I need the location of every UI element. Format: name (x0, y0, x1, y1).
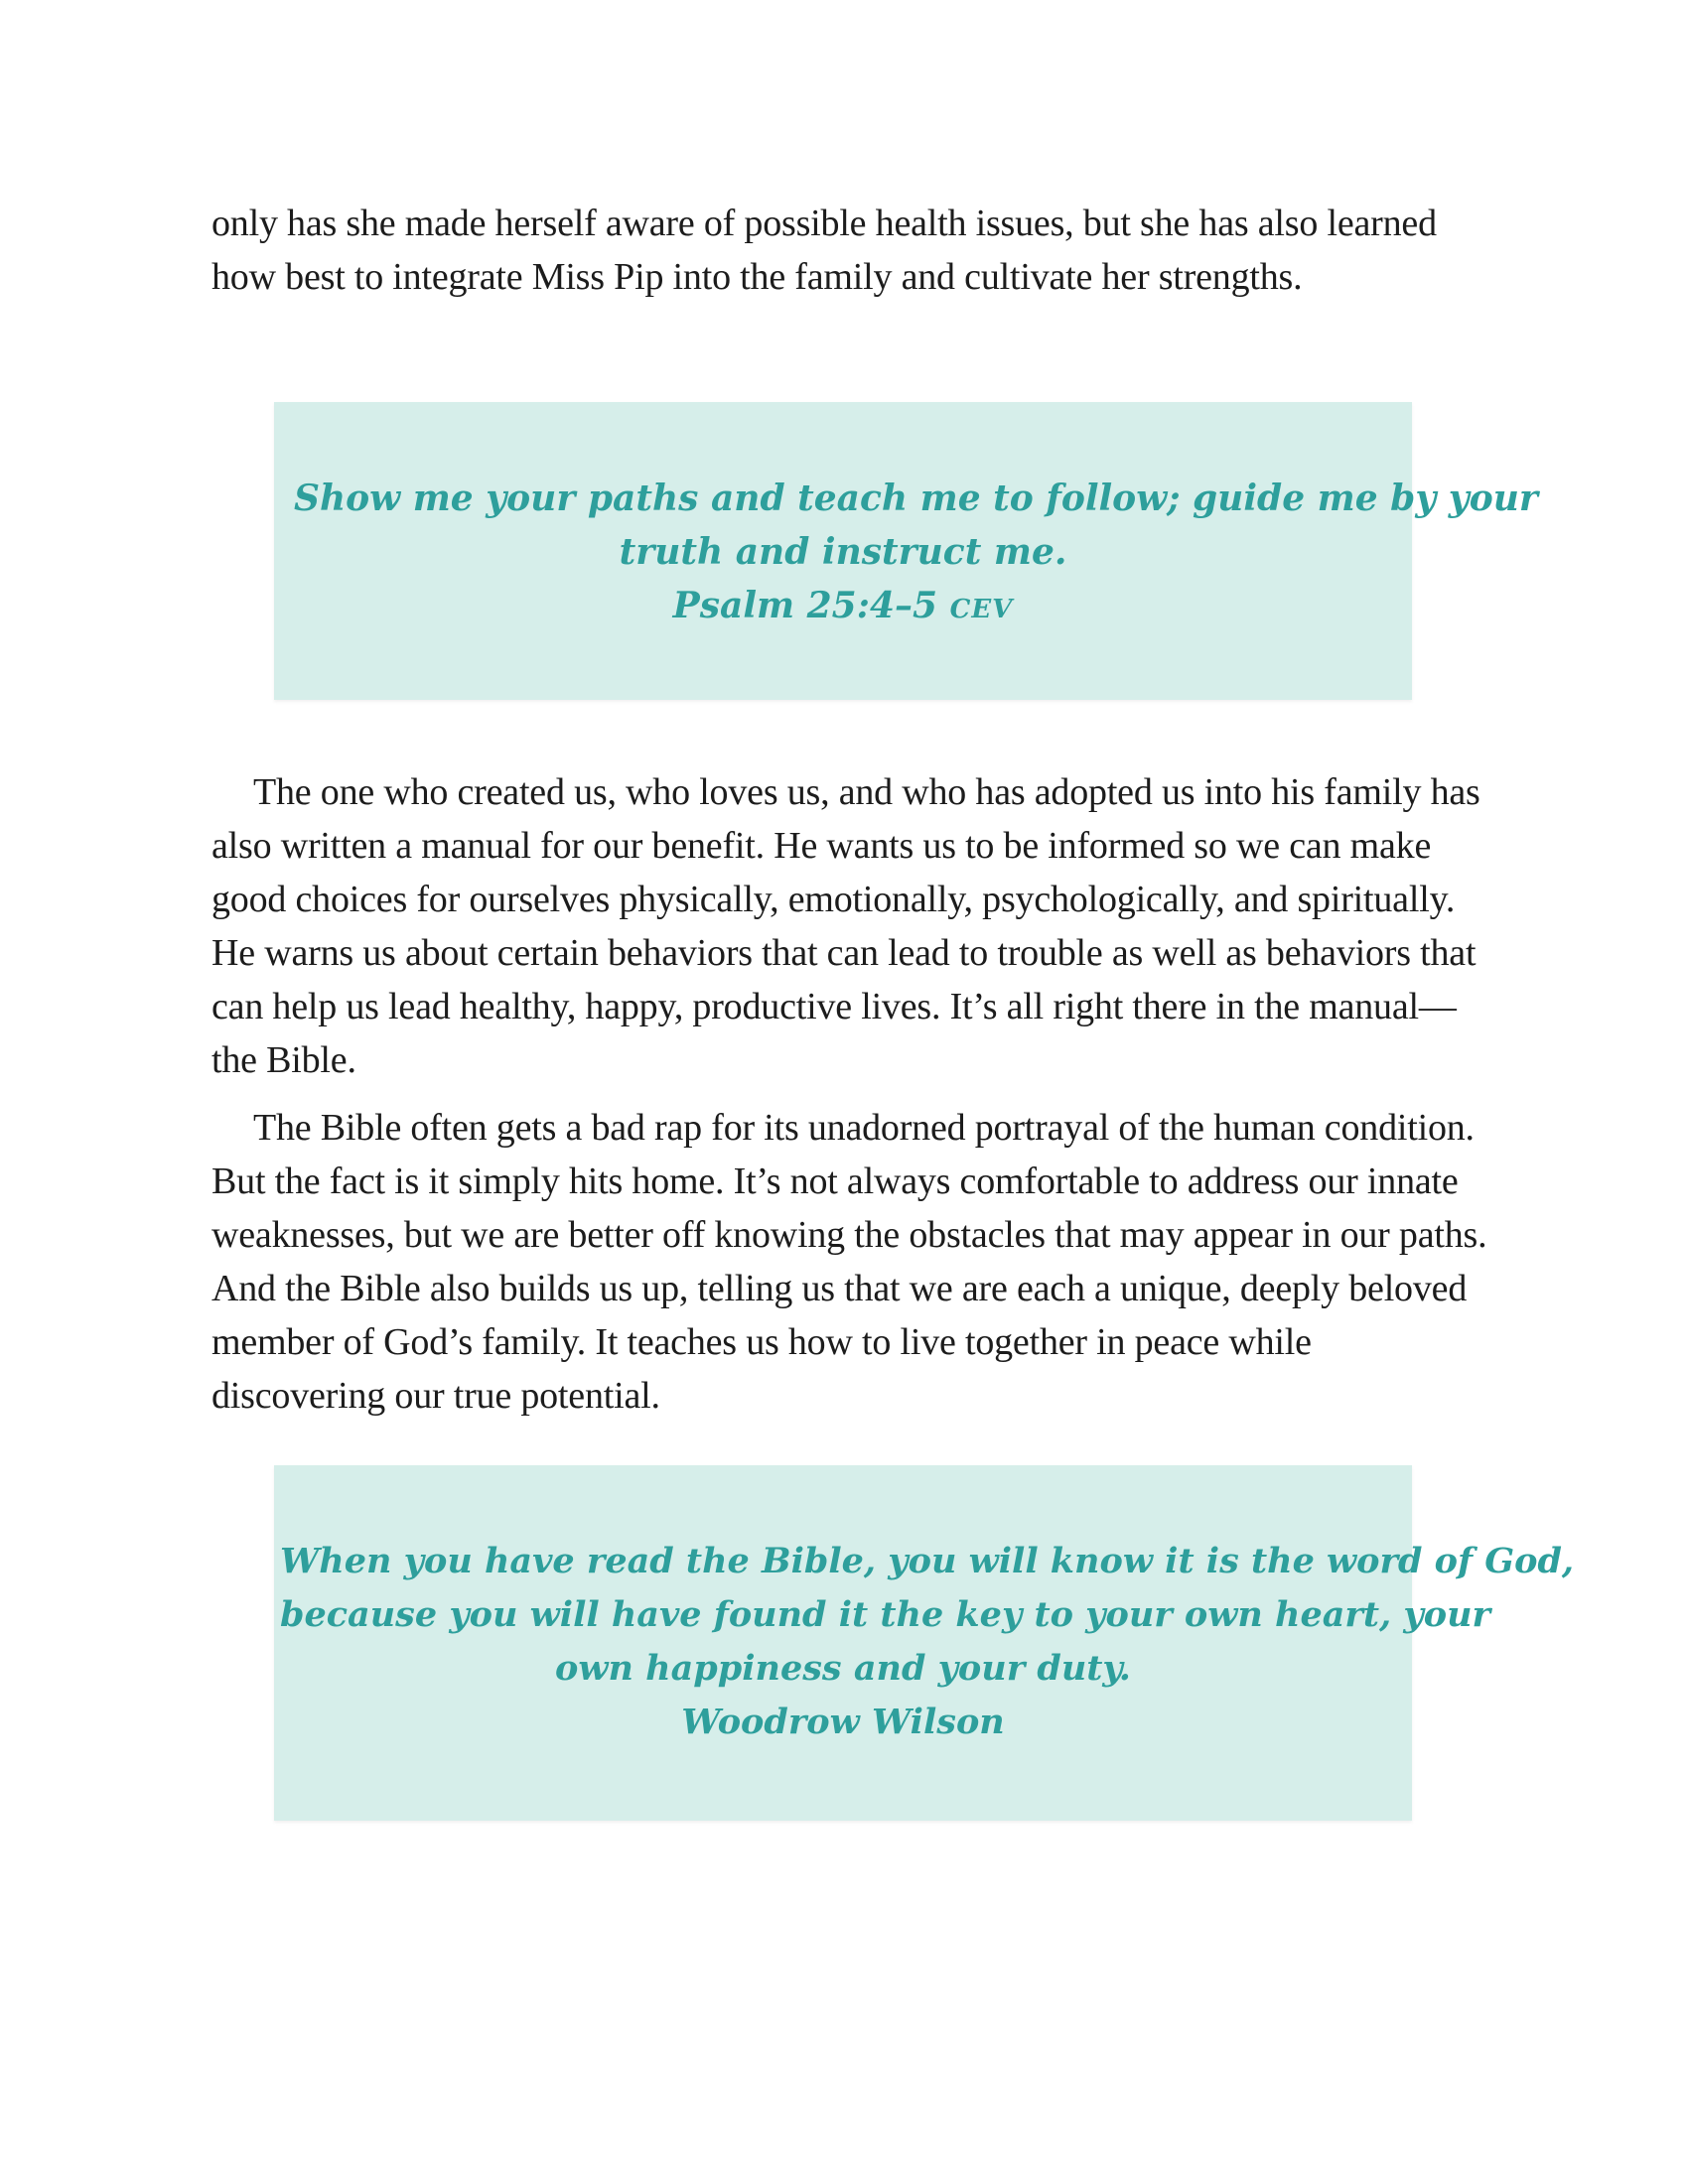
scripture-quote-line: Show me your paths and teach me to follow; guide me by your (294, 478, 1538, 519)
body-paragraph: The one who created us, who loves us, and who has adopted us into his family has also written a manual for our benefit. He wants us to be informed so we can make good choices for ourselves physically, emotionally, psychologically, and spiritually. He warns us about certain behaviors that can lead to trouble as well as behaviors that can help us lead healthy, happy, productive lives. It’s all right there in the manual—the Bible. (211, 771, 1480, 1081)
scripture-citation (294, 579, 1392, 636)
bible-version: CEV (949, 595, 1014, 624)
quotation (274, 1535, 1575, 1749)
scripture-quote-line: truth and instruct me. (619, 531, 1067, 573)
quotation-line: When you have read the Bible, you will know it is the word of God, (280, 1541, 1575, 1581)
citation-reference: Psalm 25:4–5 (672, 585, 938, 626)
scripture-quote-box (274, 402, 1538, 700)
body-paragraph-continued: only has she made herself aware of possible health issues, but she has also learned how best to integrate Miss Pip into the family and cultivate her strengths. (211, 203, 1437, 298)
body-paragraph: The Bible often gets a bad rap for its unadorned portrayal of the human condition. But the fact is it simply hits home. It’s not always comfortable to address our innate weaknesses, but we are better off knowing the obstacles that may appear in our paths. And the Bible also builds us up, telling us that we are each a unique, deeply beloved member of God’s family. It teaches us how to live together in peace while discovering our true potential. (211, 1107, 1487, 1417)
scripture-quote (274, 472, 1538, 636)
quotation-attribution: Woodrow Wilson (681, 1702, 1005, 1742)
quotation-line: because you will have found it the key to your own heart, your (280, 1594, 1490, 1635)
quotation-line: own happiness and your duty. (555, 1648, 1131, 1689)
quotation-box (274, 1465, 1575, 1821)
